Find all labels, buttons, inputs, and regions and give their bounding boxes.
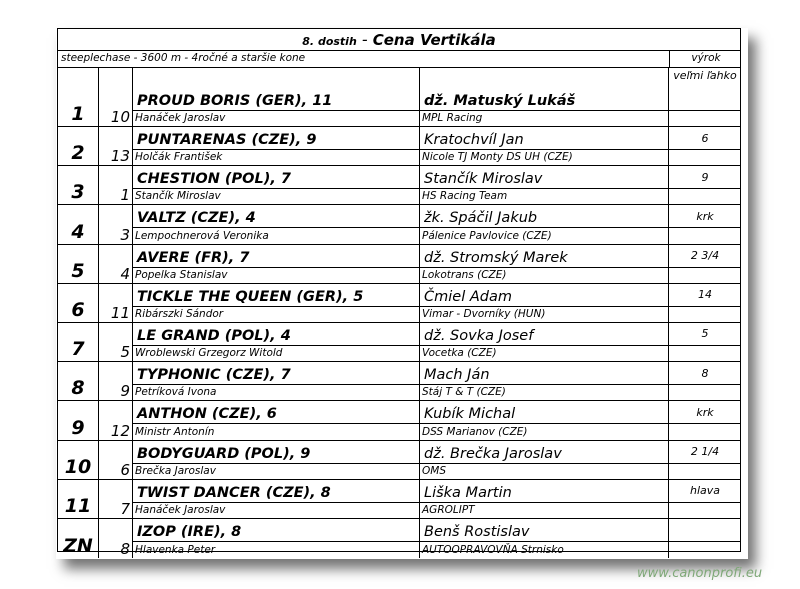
place-cell (58, 519, 99, 558)
owner-name: Vocetka (CZE) (422, 347, 497, 360)
jockey-cell (420, 67, 669, 126)
owner-name: OMS (422, 464, 446, 477)
jockey-cell (420, 401, 669, 439)
jockey-cell (420, 205, 669, 243)
jockey-cell (420, 519, 669, 558)
trainer-name: Holčák František (135, 151, 223, 164)
place-cell (58, 166, 99, 204)
trainer-name: Hlavenka Peter (135, 544, 216, 557)
start-number-cell (99, 245, 133, 283)
race-number: 8. dostih (302, 35, 357, 48)
start-number-cell (99, 127, 133, 165)
result-column-header: výrok (669, 50, 742, 67)
jockey-name: Stančík Miroslav (424, 171, 543, 188)
place: 11 (64, 494, 92, 517)
jockey-cell (420, 166, 669, 204)
jockey-name: dž. Stromský Marek (424, 249, 568, 266)
trainer-name: Hanáček Jaroslav (135, 503, 226, 516)
trainer-name: Ribárszki Sándor (135, 307, 224, 320)
trainer-name: Petríková Ivona (135, 386, 217, 399)
results-table (58, 67, 740, 558)
start-number-cell (99, 441, 133, 479)
place-cell (58, 127, 99, 165)
jockey-name: dž. Matuský Lukáš (424, 93, 576, 109)
jockey-cell (420, 284, 669, 322)
place: 5 (71, 259, 85, 282)
results-sheet (57, 28, 741, 559)
start-number: 12 (110, 421, 130, 440)
horse-name: VALTZ (CZE), 4 (137, 210, 256, 227)
horse-cell (133, 166, 420, 204)
start-number-cell (99, 166, 133, 204)
jockey-cell (420, 362, 669, 400)
trainer-name: Stančík Miroslav (135, 190, 221, 203)
result-value: veľmi ľahko (669, 67, 741, 111)
horse-cell (133, 205, 420, 243)
trainer-name: Brečka Jaroslav (135, 464, 216, 477)
place: 9 (71, 416, 85, 439)
start-number-cell (99, 67, 133, 126)
result-value: krk (669, 401, 741, 424)
place: 7 (71, 338, 85, 361)
watermark: www.canonprofi.eu (637, 566, 763, 581)
result-value: hlava (669, 480, 741, 503)
horse-name: CHESTION (POL), 7 (137, 171, 292, 188)
trainer-name: Wroblewski Grzegorz Witold (135, 347, 283, 360)
place-cell (58, 441, 99, 479)
result-cell (669, 362, 741, 400)
result-cell (669, 480, 741, 518)
horse-name: TICKLE THE QUEEN (GER), 5 (137, 288, 364, 305)
table-row (58, 245, 740, 284)
owner-name: Stáj T & T (CZE) (422, 386, 506, 399)
place: 10 (64, 455, 92, 478)
result-value: 8 (669, 362, 741, 385)
start-number: 13 (110, 147, 130, 166)
start-number: 6 (120, 460, 130, 479)
horse-name: BODYGUARD (POL), 9 (137, 445, 311, 462)
title-separator: - (356, 30, 373, 49)
owner-name: Vimar - Dvorníky (HUN) (422, 307, 546, 320)
start-number: 5 (120, 343, 130, 362)
result-value: 6 (669, 127, 741, 150)
horse-cell (133, 127, 420, 165)
place: 1 (71, 103, 85, 125)
start-number-cell (99, 401, 133, 439)
horse-cell (133, 67, 420, 126)
owner-name: HS Racing Team (422, 190, 508, 203)
trainer-name: Hanáček Jaroslav (135, 112, 226, 124)
owner-name: AGROLIPT (422, 503, 475, 516)
result-value: 2 3/4 (669, 245, 741, 268)
place: 4 (71, 220, 85, 243)
start-number: 7 (120, 499, 130, 518)
start-number: 9 (120, 382, 130, 401)
result-value (669, 519, 741, 542)
start-number: 8 (120, 540, 130, 559)
result-cell (669, 127, 741, 165)
jockey-cell (420, 127, 669, 165)
result-cell (669, 323, 741, 361)
jockey-cell (420, 480, 669, 518)
horse-cell (133, 323, 420, 361)
place: ZN (63, 535, 93, 558)
jockey-name: žk. Spáčil Jakub (424, 210, 538, 227)
result-cell (669, 166, 741, 204)
start-number: 11 (110, 303, 130, 322)
result-cell (669, 441, 741, 479)
result-cell (669, 245, 741, 283)
place-cell (58, 480, 99, 518)
result-cell (669, 284, 741, 322)
owner-name: DSS Marianov (CZE) (422, 425, 528, 438)
race-description: steeplechase - 3600 m - 4ročné a staršie kone (61, 52, 306, 64)
table-row (58, 323, 740, 362)
start-number: 3 (120, 225, 130, 244)
owner-name: Nicole TJ Monty DS UH (CZE) (422, 151, 573, 164)
place-cell (58, 362, 99, 400)
jockey-name: Benš Rostislav (424, 523, 530, 540)
place: 3 (71, 181, 85, 204)
jockey-name: Kubík Michal (424, 406, 516, 423)
horse-name: AVERE (FR), 7 (137, 249, 250, 266)
table-row (58, 519, 740, 558)
jockey-name: dž. Brečka Jaroslav (424, 445, 562, 462)
result-cell (669, 519, 741, 558)
table-row (58, 166, 740, 205)
result-cell (669, 67, 741, 126)
race-description-bar (58, 50, 740, 68)
result-cell (669, 205, 741, 243)
place-cell (58, 205, 99, 243)
table-row (58, 401, 740, 440)
table-row (58, 127, 740, 166)
horse-name: ANTHON (CZE), 6 (137, 406, 277, 423)
race-title (58, 29, 740, 51)
horse-name: PROUD BORIS (GER), 11 (137, 93, 333, 109)
horse-cell (133, 362, 420, 400)
table-row (58, 205, 740, 244)
horse-cell (133, 245, 420, 283)
start-number-cell (99, 205, 133, 243)
table-row (58, 67, 740, 127)
result-value: 2 1/4 (669, 441, 741, 464)
place-cell (58, 401, 99, 439)
place: 8 (71, 377, 85, 400)
race-name: Cena Vertikála (372, 31, 496, 49)
start-number: 10 (110, 108, 130, 126)
result-value: krk (669, 205, 741, 228)
horse-cell (133, 284, 420, 322)
horse-cell (133, 441, 420, 479)
place-cell (58, 67, 99, 126)
trainer-name: Lempochnerová Veronika (135, 229, 269, 242)
table-row (58, 284, 740, 323)
start-number-cell (99, 480, 133, 518)
jockey-name: Mach Ján (424, 367, 490, 384)
horse-name: TWIST DANCER (CZE), 8 (137, 484, 331, 501)
jockey-name: Čmiel Adam (424, 288, 512, 305)
start-number: 1 (120, 186, 130, 205)
start-number-cell (99, 362, 133, 400)
jockey-name: Liška Martin (424, 484, 512, 501)
start-number-cell (99, 519, 133, 558)
result-cell (669, 401, 741, 439)
owner-name: AUTOOPRAVOVŇA Strnisko (422, 544, 564, 557)
owner-name: MPL Racing (422, 112, 483, 124)
jockey-cell (420, 245, 669, 283)
place: 6 (71, 298, 85, 321)
result-value: 5 (669, 323, 741, 346)
horse-cell (133, 401, 420, 439)
trainer-name: Ministr Antonín (135, 425, 215, 438)
horse-cell (133, 480, 420, 518)
table-row (58, 480, 740, 519)
owner-name: Pálenice Pavlovice (CZE) (422, 229, 552, 242)
table-row (58, 362, 740, 401)
horse-name: PUNTARENAS (CZE), 9 (137, 132, 317, 148)
owner-name: Lokotrans (CZE) (422, 268, 507, 281)
start-number-cell (99, 323, 133, 361)
horse-name: IZOP (IRE), 8 (137, 523, 242, 540)
place-cell (58, 323, 99, 361)
start-number-cell (99, 284, 133, 322)
result-value: 14 (669, 284, 741, 307)
horse-name: LE GRAND (POL), 4 (137, 327, 291, 344)
jockey-cell (420, 323, 669, 361)
horse-name: TYPHONIC (CZE), 7 (137, 367, 291, 384)
trainer-name: Popelka Stanislav (135, 268, 228, 281)
place-cell (58, 245, 99, 283)
jockey-name: Kratochvíl Jan (424, 132, 524, 148)
table-row (58, 441, 740, 480)
start-number: 4 (120, 264, 130, 283)
horse-cell (133, 519, 420, 558)
jockey-name: dž. Sovka Josef (424, 327, 534, 344)
result-value: 9 (669, 166, 741, 189)
jockey-cell (420, 441, 669, 479)
place-cell (58, 284, 99, 322)
place: 2 (71, 142, 85, 165)
